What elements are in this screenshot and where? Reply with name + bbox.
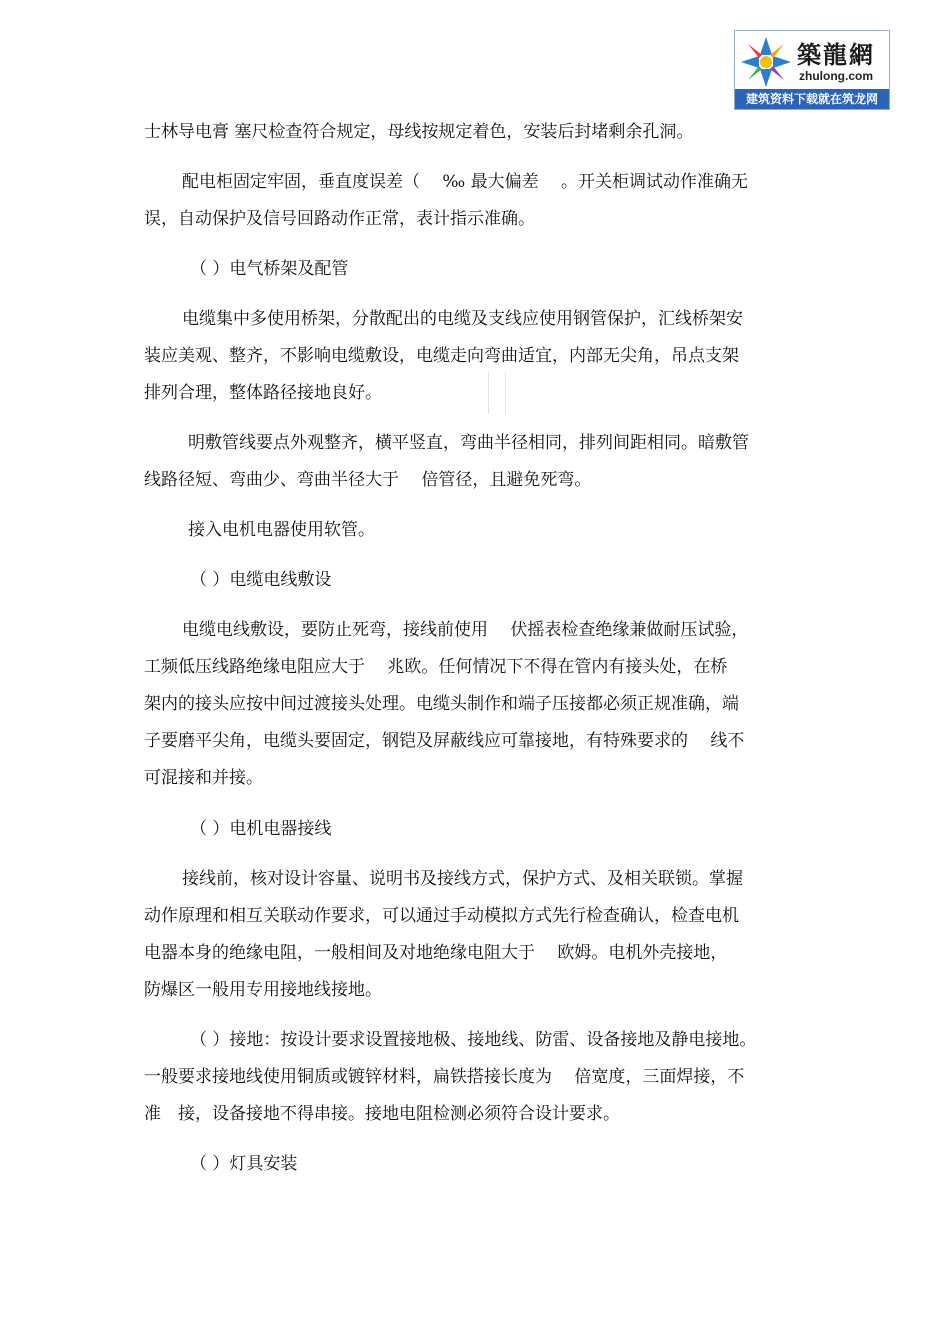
text-line: 一般要求接地线使用铜质或镀锌材料，扁铁搭接长度为 倍宽度，三面焊接，不 <box>144 1067 745 1087</box>
text-line: （ ）接地：按设计要求设置接地极、接地线、防雷、设备接地及静电接地。 <box>190 1030 757 1050</box>
text-line: 排列合理，整体路径接地良好。 <box>144 383 382 403</box>
heading-motor-wiring <box>144 811 824 848</box>
text-line: 士林导电膏 塞尺检查符合规定，母线按规定着色，安装后封堵剩余孔洞。 <box>144 122 694 142</box>
text-line: 配电柜固定牢固，垂直度误差（ ‰ 最大偏差 。开关柜调试动作准确无 <box>182 172 749 192</box>
text-line: 架内的接头应按中间过渡接头处理。电缆头制作和端子压接都必须正规准确，端 <box>144 694 739 714</box>
paragraph-busbar <box>144 114 824 151</box>
text-line: 明敷管线要点外观整齐，横平竖直，弯曲半径相同，排列间距相同。暗敷管 <box>188 433 749 453</box>
paragraph-cable-laying <box>144 612 824 797</box>
paragraph-grounding <box>144 1022 824 1133</box>
zhulong-logo <box>734 30 890 110</box>
text-line: 电缆电线敷设，要防止死弯，接线前使用 伏摇表检查绝缘兼做耐压试验， <box>182 620 749 640</box>
logo-banner: 建筑资料下载就在筑龙网 <box>735 89 889 109</box>
text-line: 接线前，核对设计容量、说明书及接线方式，保护方式、及相关联锁。掌握 <box>182 869 743 889</box>
logo-domain: zhulong.com <box>799 69 873 83</box>
text-line: 线路径短、弯曲少、弯曲半径大于 倍管径，且避免死弯。 <box>144 470 592 490</box>
text-line: 电缆集中多使用桥架，分散配出的电缆及支线应使用钢管保护，汇线桥架安 <box>182 309 743 329</box>
section-heading: （ ）电机电器接线 <box>190 819 332 839</box>
text-line: 误，自动保护及信号回路动作正常，表计指示准确。 <box>144 209 535 229</box>
paragraph-conduit <box>144 425 824 499</box>
section-heading: （ ）电气桥架及配管 <box>190 259 349 279</box>
heading-cable-tray <box>144 251 824 288</box>
text-line: 准 接，设备接地不得串接。接地电阻检测必须符合设计要求。 <box>144 1104 620 1124</box>
paragraph-flex-conduit <box>144 512 824 549</box>
zhulong-flower-icon <box>737 33 795 91</box>
text-line: 电器本身的绝缘电阻，一般相间及对地绝缘电阻大于 欧姆。电机外壳接地， <box>144 943 728 963</box>
text-line: 工频低压线路绝缘电阻应大于 兆欧。任何情况下不得在管内有接头处，在桥 <box>144 657 728 677</box>
text-line: 动作原理和相互关联动作要求，可以通过手动模拟方式先行检查确认，检查电机 <box>144 906 739 926</box>
section-heading: （ ）电缆电线敷设 <box>190 570 332 590</box>
text-line: 子要磨平尖角，电缆头要固定，钢铠及屏蔽线应可靠接地，有特殊要求的 线不 <box>144 731 745 751</box>
scan-artifact <box>488 372 506 414</box>
paragraph-cable-tray <box>144 301 824 412</box>
paragraph-cabinet <box>144 164 824 238</box>
section-heading: （ ）灯具安装 <box>190 1154 298 1174</box>
heading-lighting <box>144 1146 824 1183</box>
text-line: 可混接和并接。 <box>144 768 263 788</box>
text-line: 装应美观、整齐，不影响电缆敷设，电缆走向弯曲适宜，内部无尖角，吊点支架 <box>144 346 739 366</box>
text-line: 防爆区一般用专用接地线接地。 <box>144 980 382 1000</box>
text-line: 接入电机电器使用软管。 <box>188 520 375 540</box>
heading-cable-laying <box>144 562 824 599</box>
logo-name-cn: 築龍網 <box>797 41 875 69</box>
paragraph-motor-wiring <box>144 861 824 1009</box>
